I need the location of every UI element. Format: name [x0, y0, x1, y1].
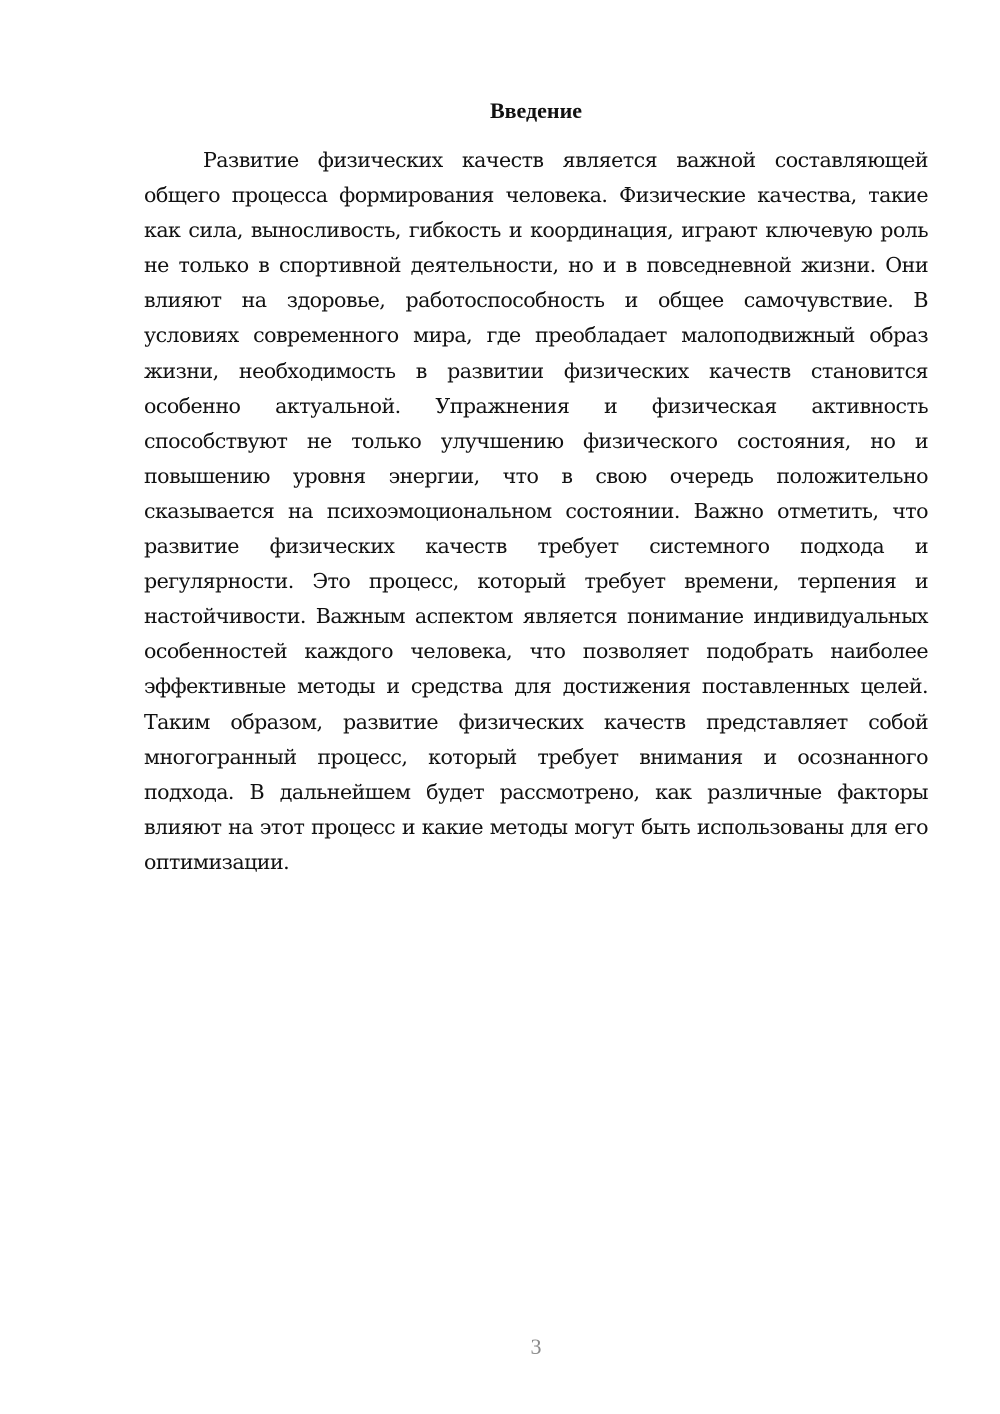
- page-number: 3: [530, 1334, 542, 1359]
- body-paragraph: Развитие физических качеств является важной составляющей общего процесса формирования человека. Физические качества, такие как сила, выносливость, гибкость и координация, играют ключевую роль не только в спортивной деятельности, но и в повседневной жизни. Они влияют на здоровье, работоспособность и общее самочувствие. В условиях современного мира, где преобладает малоподвижный образ жизни, необходимость в развитии физических качеств становится особенно актуальной. Упражнения и физическая активность способствуют не только улучшению физического состояния, но и повышению уровня энергии, что в свою очередь положительно сказывается на психоэмоциональном состоянии. Важно отметить, что развитие физических качеств требует системного подхода и регулярности. Это процесс, который требует времени, терпения и настойчивости. Важным аспектом является понимание индивидуальных особенностей каждого человека, что позволяет подобрать наиболее эффективные методы и средства для достижения поставленных целей. Таким образом, развитие физических качеств представляет собой многогранный процесс, который требует внимания и осознанного подхода. В дальнейшем будет рассмотрено, как различные факторы влияют на этот процесс и какие методы могут быть использованы для его оптимизации.: [144, 148, 928, 874]
- section-heading: Введение: [489, 98, 583, 123]
